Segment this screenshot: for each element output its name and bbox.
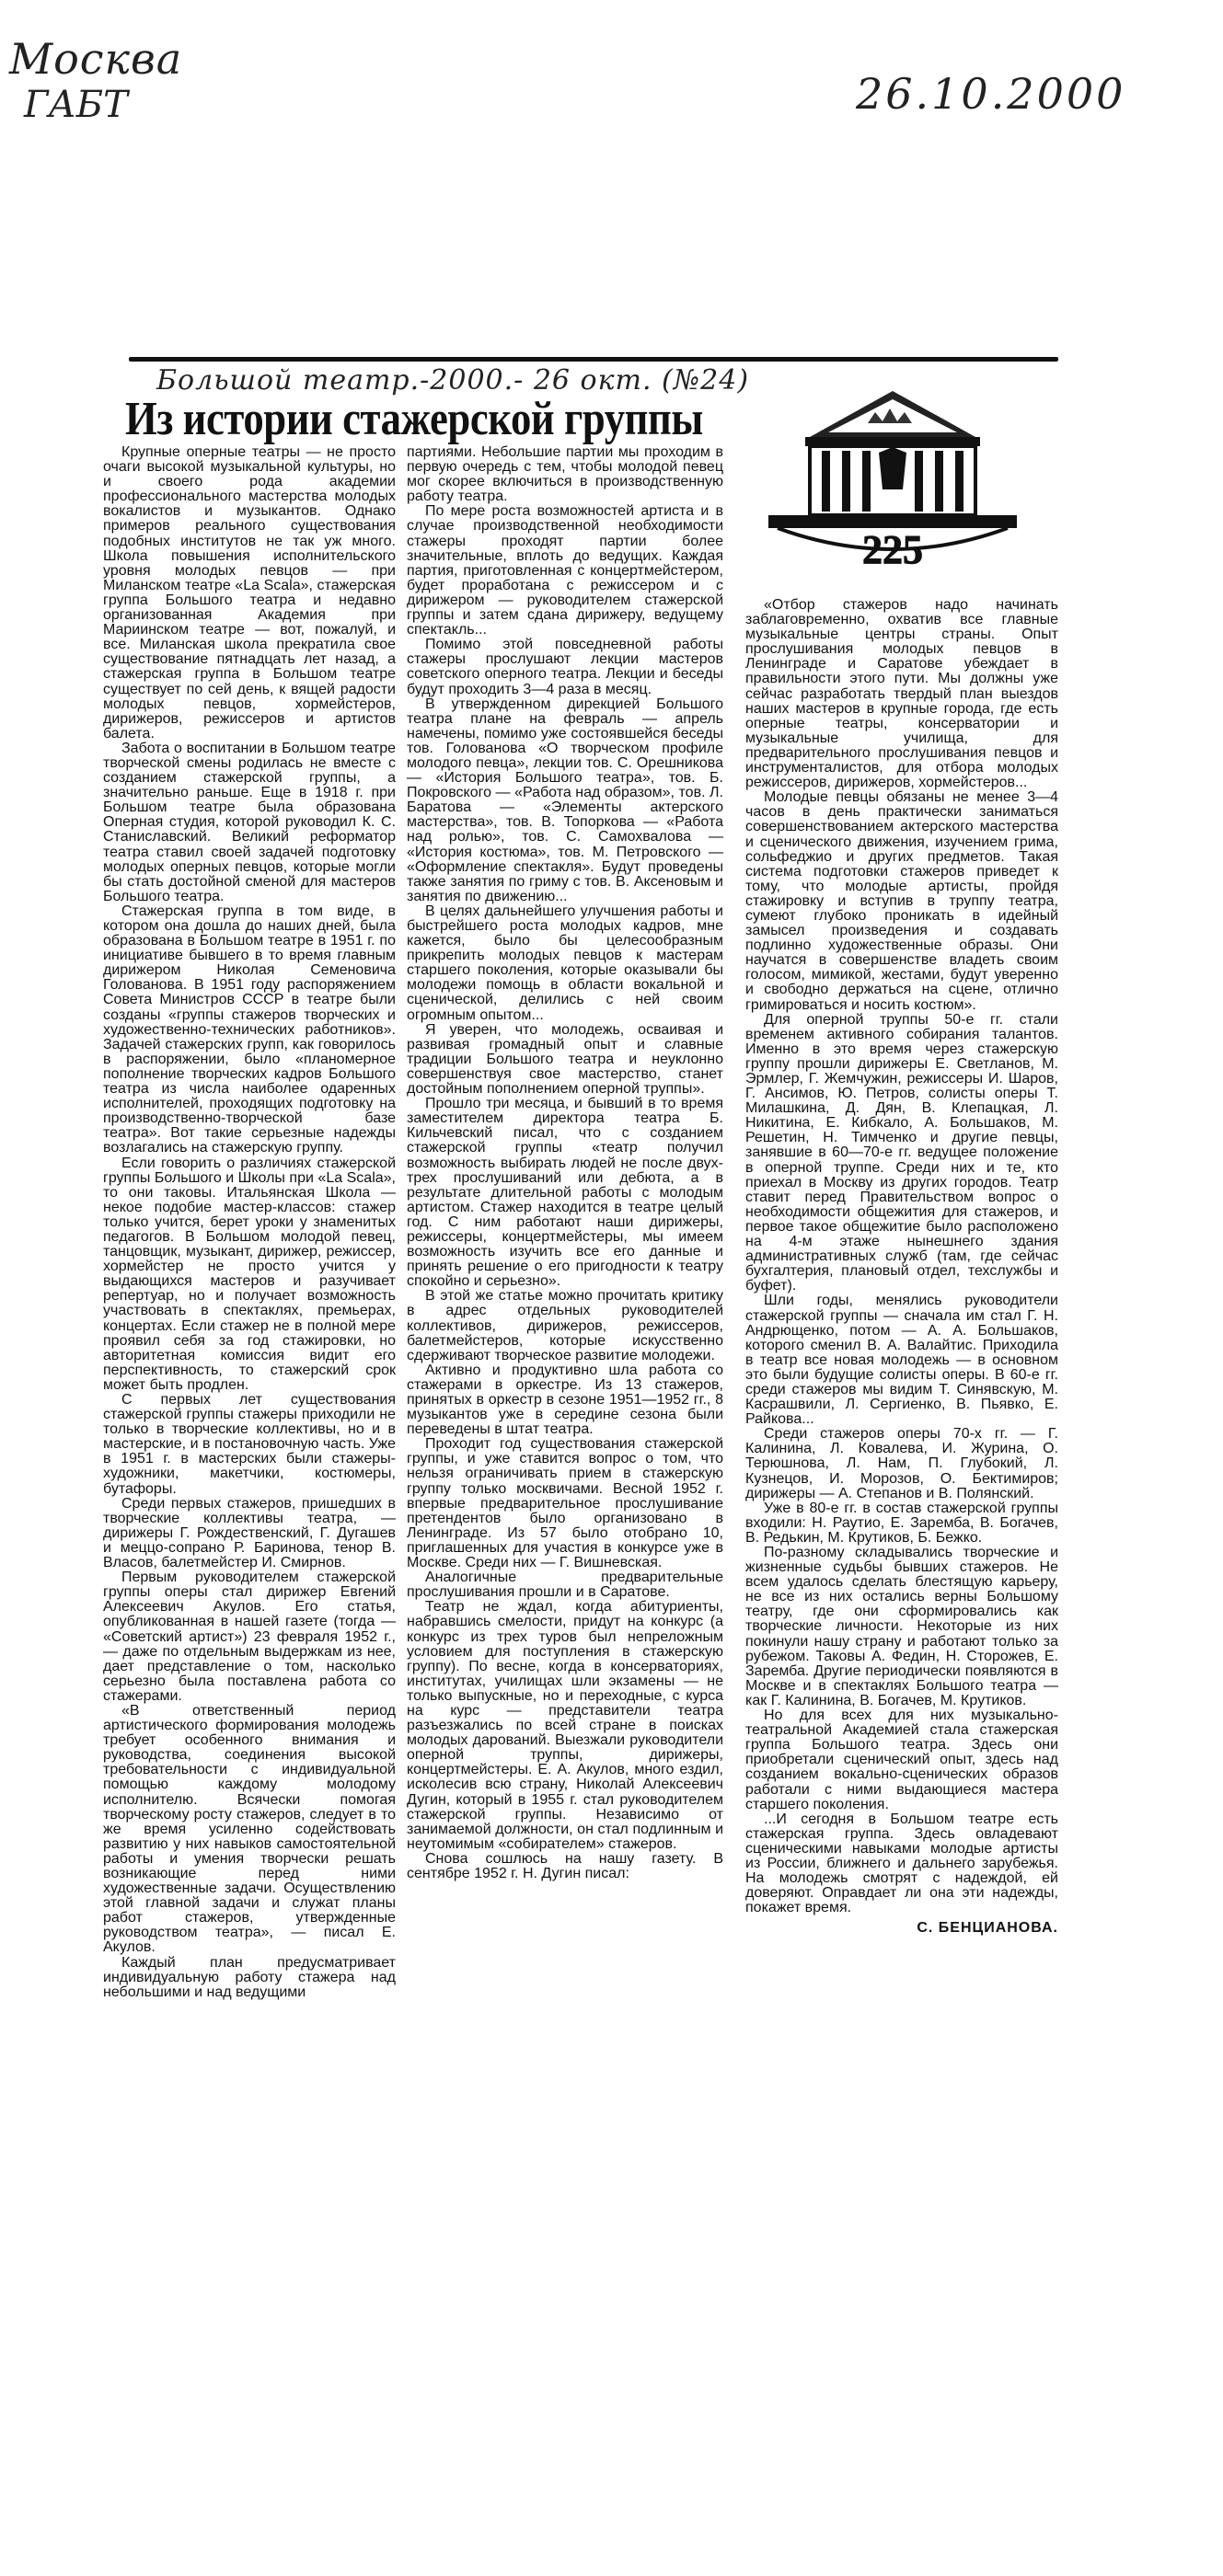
handwritten-city: Москва <box>9 34 183 84</box>
article-paragraph: В утвержденном дирекцией Большого театра плане на февраль — апрель намечены, помимо уже состоявшейся беседы тов. Голованова «О творческом профиле молодого певца», лекции тов. С. Орешникова — «История Большого театра», тов. Б. Покровского — «Работа над образом», тов. Л. Баратова — «Элементы актерского мастерства», тов. В. Топоркова — «Работа над ролью», тов. С. Самохвалова — «История костюма», тов. М. Петровского — «Оформление спектакля». Будут проведены также занятия по гриму с тов. В. Аксеновым и занятия по движению... <box>407 696 723 904</box>
article-paragraph: Первым руководителем стажерской группы оперы стал дирижер Евгений Алексеевич Акулов. Его статья, опубликованная в нашей газете (тогда — «Советский артист») 23 февраля 1952 г., — даже по отдельным выдержкам из нее, дает представление о том, насколько серьезно была поставлена работа со стажерами. <box>103 1570 396 1704</box>
handwritten-source-note: Большой театр.-2000.- 26 окт. (№24) <box>156 364 750 397</box>
article-paragraph: партиями. Небольшие партии мы проходим в первую очередь с тем, чтобы молодой певец мог скорее включиться в производственную работу театра. <box>407 444 723 505</box>
article-paragraph: Среди стажеров оперы 70-х гг. — Г. Калинина, Л. Ковалева, И. Журина, О. Терюшнова, Л. Нам, П. Глубокий, Л. Кузнецов, И. Морозов, О. Бектимиров; дирижеры — А. Степанов и В. Полянский. <box>745 1426 1058 1501</box>
article-paragraph: Но для всех для них музыкально-театральной Академией стала стажерская группа Большого театра. Здесь они приобретали сценический опыт, здесь над созданием вокально-сценических образов работали с ними выдающиеся мастера старшего поколения. <box>745 1708 1058 1812</box>
article-paragraph: Каждый план предусматривает индивидуальную работу стажера над небольшими и над ведущими <box>103 1954 396 2000</box>
article-paragraph: Активно и продуктивно шла работа со стажерами в оркестре. Из 13 стажеров, принятых в оркестр в сезоне 1951—1952 гг., 8 музыкантов уже в середине сезона были переведены в штат театра. <box>407 1362 723 1438</box>
article-paragraph: С первых лет существования стажерской группы стажеры приходили не только в творческие коллективы, но и в мастерские, и в постановочную часть. Уже в 1951 г. в мастерских были стажеры-художники, макетчики, костюмеры, бутафоры. <box>103 1392 396 1497</box>
article-paragraph: Шли годы, менялись руководители стажерской группы — сначала им стал Г. Н. Андрющенко, потом — А. А. Большаков, которого сменил В. А. Валайтис. Приходила в театр все новая молодежь — в основном это были будущие солисты оперы. В 60-е гг. среди стажеров мы видим Т. Синявскую, М. Касрашвили, Л. Сергиенко, В. Пьявко, Е. Райкова... <box>745 1293 1058 1428</box>
article-paragraph: Стажерская группа в том виде, в котором она дошла до наших дней, была образована в Большом театре в 1951 г. по инициативе бывшего в то время главным дирижером Николая Семеновича Голованова. В 1951 году распоряжением Совета Министров СССР в театре были созданы «группы стажеров творческих и художественно-технических работников». Задачей стажерских групп, как говорилось в распоряжении, было «планомерное пополнение творческих кадров Большого театра из числа наиболее одаренных исполнителей, проходящих подготовку на производственно-творческой базе театра». Вот такие серьезные надежды возлагались на стажерскую группу. <box>103 903 396 1156</box>
article-paragraph: Аналогичные предварительные прослушивания прошли и в Саратове. <box>407 1570 723 1601</box>
article-paragraph: Снова сошлюсь на нашу газету. В сентябре 1952 г. Н. Дугин писал: <box>407 1850 723 1881</box>
article-column-3 <box>745 598 1058 1936</box>
article-paragraph: Проходит год существования стажерской группы, и уже ставится вопрос о том, что нельзя ограничивать прием в стажерскую группу только москвичами. Весной 1952 г. впервые предварительное прослушивание претендентов было организовано в Ленинграде. Из 57 было отобрано 10, приглашенных для участия в конкурсе уже в Москве. Среди них — Г. Вишневская. <box>407 1436 723 1571</box>
article-paragraph: Я уверен, что молодежь, осваивая и развивая громадный опыт и славные традиции Большого театра и неуклонно совершенствуя свое мастерство, станет достойным пополнением оперной труппы». <box>407 1021 723 1098</box>
article-paragraph: Для оперной труппы 50-е гг. стали временем активного собирания талантов. Именно в это время через стажерскую группу прошли дирижеры Е. Светланов, М. Эрмлер, Г. Жемчужин, режиссеры И. Шаров, Г. Ансимов, Ю. Петров, солисты оперы Т. Милашкина, Д. Дян, В. Клепацкая, Л. Никитина, Е. Кибкало, А. Большаков, М. Решетин, Н. Тимченко и другие певцы, занявшие в 60—70-е гг. ведущее положение в оперной труппе. Среди них и те, кто приехал в Москву из других городов. Театр ставит перед Правительством вопрос о необходимости общежития для стажеров, и первое такое общежитие было расположено на 4-м этаже нынешнего здания административных служб (там, где сейчас бухгалтерия, плановый отдел, техслужбы и буфет). <box>745 1011 1058 1294</box>
article-paragraph: Прошло три месяца, и бывший в то время заместителем директора театра Б. Кильчевский писал, что с созданием стажерской группы «театр получил возможность выбирать людей не после двух-трех прослушиваний или дебюта, а в результате длительной работы с молодым артистом. Стажер находится в театре целый год. С ним работают наши дирижеры, режиссеры, концертмейстеры, мы имеем возможность изучить все его данные и принять решение о его пригодности к театру спокойно и серьезно». <box>407 1096 723 1290</box>
article-paragraph: Если говорить о различиях стажерской группы Большого и Школы при «La Scala», то они таковы. Итальянская Школа — некое подобие мастер-классов: стажер только учится, берет уроки у знаменитых педагогов. В Большом молодой певец, танцовщик, музыкант, дирижер, режиссер, хормейстер не просто учится у выдающихся мастеров и разучивает репертуар, но и получает возможность участвовать в спектаклях, премьерах, концертах. Если стажер не в полной мере проявил себя за год стажировки, но авторитетная комиссия видит его перспективность, то стажерский срок может быть продлен. <box>103 1155 396 1393</box>
article-paragraph: В целях дальнейшего улучшения работы и быстрейшего роста молодых кадров, мне кажется, было бы целесообразным прикрепить молодых певцов к мастерам старшего поколения, которые оказывали бы молодежи помощь в области вокальной и сценической, делились с ней своим огромным опытом... <box>407 903 723 1023</box>
author-signature: С. БЕНЦИАНОВА. <box>917 1920 1058 1937</box>
article-paragraph: «В ответственный период артистического формирования молодежь требует особенного внимания и руководства, соединения высокой требовательности с индивидуальной помощью каждому молодому исполнителю. Всячески помогая творческому росту стажеров, следует в то же время усиленно содействовать развитию у них навыков самостоятельной работы и умения творчески решать возникающие перед ними художественные задачи. Осуществлению этой главной задачи и служат планы работ стажеров, утвержденные руководством театра», — писал Е. Акулов. <box>103 1702 396 1956</box>
handwritten-date: 26.10.2000 <box>856 69 1126 119</box>
article-column-1 <box>103 445 396 2000</box>
clipping-top-rule <box>129 357 1058 362</box>
handwritten-department: ГАБТ <box>24 84 128 126</box>
article-paragraph: Помимо этой повседневной работы стажеры прослушают лекции мастеров советского оперного театра. Лекции и беседы будут проходить 3—4 раза в месяц. <box>407 637 723 697</box>
article-paragraph: Уже в 80-е гг. в состав стажерской группы входили: Н. Раутио, Е. Заремба, В. Богачев, В. Редькин, М. Крутиков, Б. Бежко. <box>745 1500 1058 1546</box>
article-paragraph: По-разному складывались творческие и жизненные судьбы бывших стажеров. Не всем удалось сделать блестящую карьеру, не все из них остались верны Большому театру, где они сформировались как творческие личности. Некоторые из них покинули нашу страну и работают только за рубежом. Таковы А. Федин, Н. Сторожев, Е. Заремба. Другие периодически появляются в Москве и в спектаклях Большого театра — как Г. Калинина, В. Богачев, М. Крутиков. <box>745 1545 1058 1708</box>
article-paragraph: Крупные оперные театры — не просто очаги высокой музыкальной культуры, но и своего рода академии профессионального мастерства молодых вокалистов и музыкантов. Однако примеров реального существования подобных институтов не так уж много. Школа повышения исполнительского уровня молодых певцов — при Миланском театре «La Scala», стажерская группа Большого театра и недавно организованная Академия при Мариинском театре — вот, пожалуй, и все. Миланская школа прекратила свое существование пятнадцать лет назад, а стажерская группа в Большом театре существует по сей день, к вящей радости молодых певцов, хормейстеров, дирижеров, режиссеров и артистов балета. <box>103 444 396 742</box>
article-paragraph: Забота о воспитании в Большом театре творческой смены родилась не вместе с созданием стажерской группы, а значительно раньше. Еще в 1918 г. при Большом театре была образована Оперная студия, которой руководил К. С. Станиславский. Великий реформатор театра ставил своей задачей подготовку молодых оперных певцов, которые могли бы стать достойной сменой для мастеров Большого театра. <box>103 740 396 904</box>
article-headline: Из истории стажерской группы <box>125 393 703 445</box>
article-paragraph: Молодые певцы обязаны не менее 3—4 часов в день практически заниматься совершенствованием актерского мастерства и сценического движения, изучением грима, сольфеджио и других предметов. Такая система подготовки стажеров приведет к тому, что молодые артисты, пройдя стажировку и вступив в труппу театра, сумеют глубоко проникать в идейный замысел произведения и создавать подлинно художественные образы. Они научатся в совершенстве владеть своим голосом, мимикой, жестами, будут уверенно и свободно держаться на сцене, отлично гримироваться и носить костюм». <box>745 789 1058 1013</box>
article-paragraph: Театр не ждал, когда абитуриенты, набравшись смелости, придут на конкурс (а конкурс из трех туров был непреложным условием для поступления в стажерскую группу). По весне, когда в консерваториях, институтах, училищах шли экзамены — не только выпускные, но и переходные, с курса на курс — представители театра разъезжались по всей стране в поисках молодых дарований. Выезжали руководители оперной труппы, дирижеры, концертмейстеры. Е. А. Акулов, много ездил, исколесив всю страну, Николай Алексеевич Дугин, который в 1955 г. стал руководителем стажерской группы. Независимо от занимаемой должности, он стал подлинным и неутомимым «собирателем» стажеров. <box>407 1599 723 1852</box>
article-paragraph: Среди первых стажеров, пришедших в творческие коллективы театра, — дирижеры Г. Рождественский, Г. Дугашев и меццо-сопрано Р. Баринова, тенор В. Власов, балетмейстер И. Смирнов. <box>103 1495 396 1571</box>
article-paragraph: По мере роста возможностей артиста и в случае производственной необходимости стажеры проходят партии более значительные, вплоть до ведущих. Каждая партия, приготовленная с концертмейстером, будет проработана с режиссером и с дирижером — руководителем стажерской группы и затем сдана дирижеру, ведущему спектакль... <box>407 503 723 638</box>
article-paragraph: «Отбор стажеров надо начинать заблаговременно, охватив все главные музыкальные центры страны. Опыт прослушивания молодых певцов в Ленинграде и Саратове убеждает в правильности этого пути. Мы должны уже сейчас разработать твердый план выездов наших мастеров в крупные города, где есть оперные театры, консерватории и музыкальные училища, для предварительного прослушивания певцов и инструменталистов, для отбора молодых режиссеров, дирижеров, хормейстеров... <box>745 597 1058 791</box>
article-column-2 <box>407 445 723 1881</box>
bolshoi-theatre-logo <box>759 386 1026 570</box>
logo-anniversary-number: 225 <box>862 527 923 570</box>
article-paragraph: В этой же статье можно прочитать критику в адрес отдельных руководителей коллективов, дирижеров, режиссеров, балетмейстеров, которые искусственно сдерживают творческое развитие молодежи. <box>407 1288 723 1363</box>
article-paragraph: ...И сегодня в Большом театре есть стажерская группа. Здесь овладевают сценическими навыками молодые артисты из России, ближнего и дальнего зарубежья. На молодежь смотрят с надеждой, ей доверяют. Оправдает ли она эти надежды, покажет время. <box>745 1811 1058 1916</box>
